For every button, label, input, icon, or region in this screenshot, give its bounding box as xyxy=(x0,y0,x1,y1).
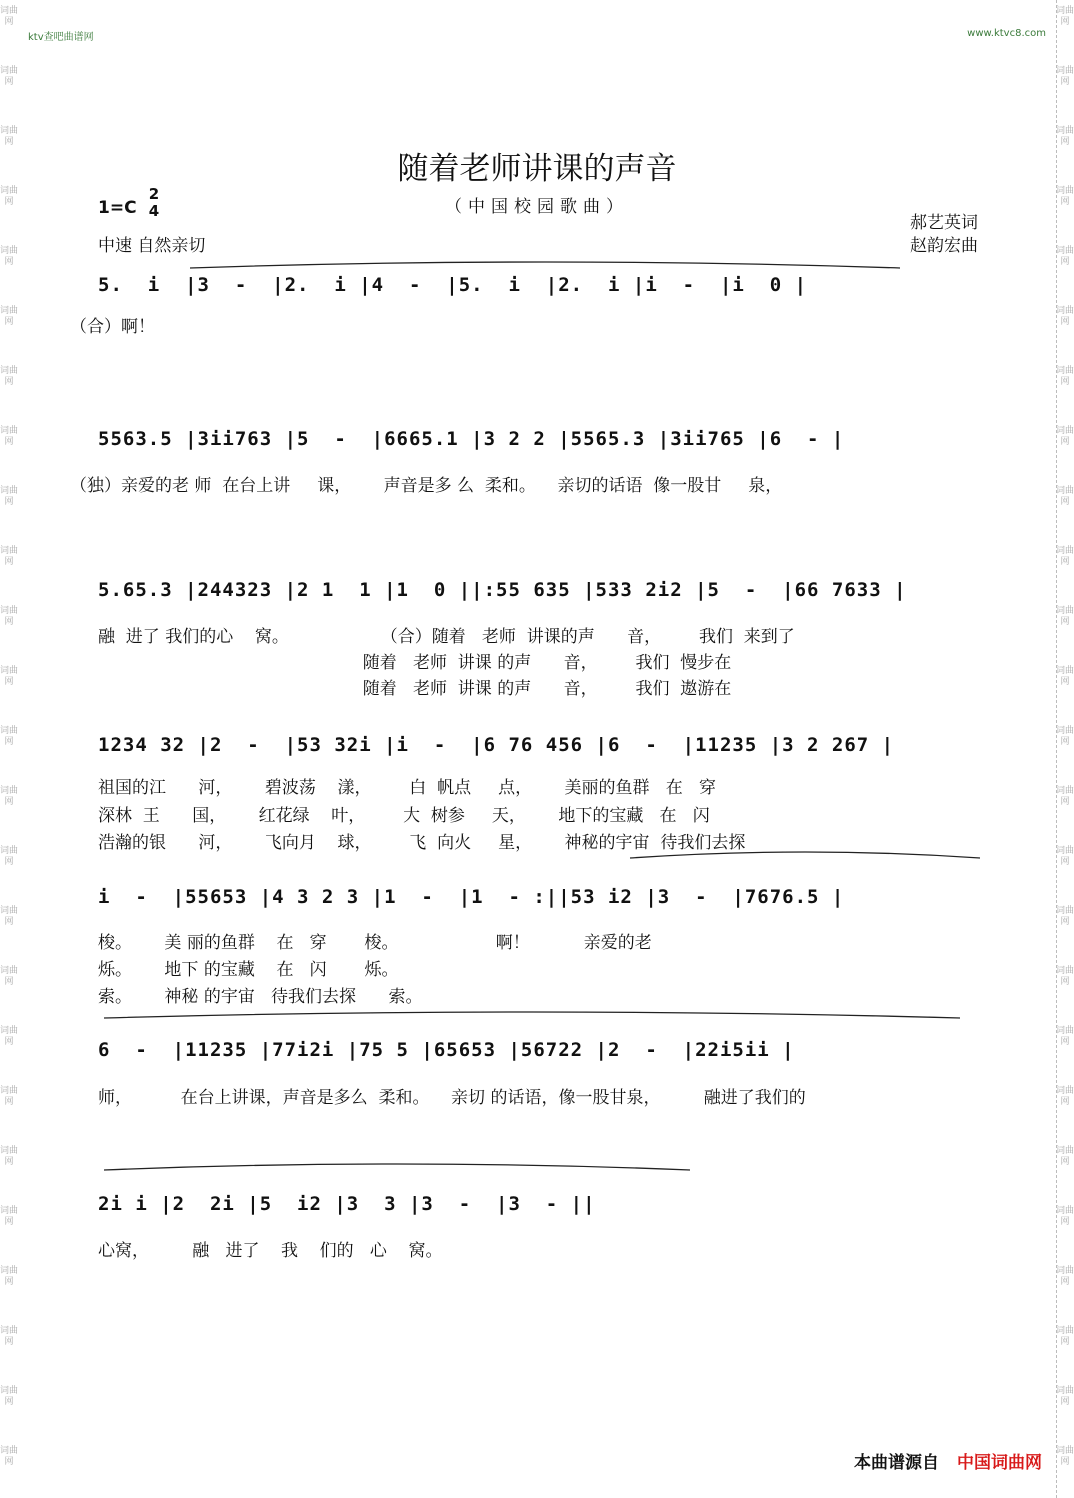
side-watermark-text: 词曲网 xyxy=(0,1146,18,1167)
lyric-line: 浩瀚的银 河， 飞向月 球， 飞 向火 星， 神秘的宇宙 待我们去探 xyxy=(98,833,746,853)
lyric-line: 烁。 地下 的宝藏 在 闪 烁。 xyxy=(98,960,399,980)
source-brand: 中国词曲网 xyxy=(957,1453,1042,1473)
lyric-line: 心窝， 融 进了 我 们的 心 窝。 xyxy=(98,1241,443,1261)
side-watermark-text: 词曲网 xyxy=(0,126,18,147)
side-watermark-text: 词曲网 xyxy=(0,546,18,567)
slur-line xyxy=(0,1004,1074,1034)
lyric-line: 师， 在台上讲课，声音是多么 柔和。 亲切 的话语，像一股甘泉， 融进了我们的 xyxy=(98,1088,806,1108)
side-watermark-text: 词曲网 xyxy=(0,1086,18,1107)
song-title: 随着老师讲课的声音 xyxy=(397,151,677,187)
side-watermark-text: 词曲网 xyxy=(0,666,18,687)
side-watermark-text: 词曲网 xyxy=(1056,1446,1074,1467)
slur-line xyxy=(0,844,1074,874)
notation-notes: 5. i |3 - |2. i |4 - |5. i |2. i |i - |i 0 | xyxy=(98,274,808,296)
side-watermark-text: 词曲网 xyxy=(1056,1386,1074,1407)
side-watermark-text: 词曲网 xyxy=(0,1266,18,1287)
side-watermark-text: 词曲网 xyxy=(1056,1146,1074,1167)
composer: 赵韵宏曲 xyxy=(910,236,978,256)
notation-line xyxy=(98,1187,978,1223)
lyric-line: 融 进了 我们的心 窝。 （合）随着 老师 讲课的声 音， 我们 来到了 xyxy=(98,627,795,647)
source-label: 本曲谱源自 xyxy=(854,1453,939,1473)
side-watermark-text: 词曲网 xyxy=(1056,906,1074,927)
notation-notes: i - |55653 |4 3 2 3 |1 - |1 - :||53 i2 |3 - |7676.5 | xyxy=(98,886,845,908)
side-watermark-text: 词曲网 xyxy=(0,846,18,867)
side-watermark-text: 词曲网 xyxy=(1056,126,1074,147)
notation-notes: 5.65.3 |244323 |2 1 1 |1 0 ||:55 635 |533 2i2 |5 - |66 7633 | xyxy=(98,579,907,601)
lyric-line: （独）亲爱的老 师 在台上讲 课， 声音是多 么 柔和。 亲切的话语 像一股甘 泉， xyxy=(70,476,783,496)
site-watermark-right: www.ktvc8.com xyxy=(967,28,1046,39)
side-watermark-text: 词曲网 xyxy=(1056,726,1074,747)
side-watermark-text: 词曲网 xyxy=(0,1026,18,1047)
notation-notes: 2i i |2 2i |5 i2 |3 3 |3 - |3 - || xyxy=(98,1193,596,1215)
side-watermark-text: 词曲网 xyxy=(0,306,18,327)
time-signature-top: 2 xyxy=(148,185,160,203)
slur-line xyxy=(0,254,1074,284)
side-watermark-text: 词曲网 xyxy=(1056,306,1074,327)
side-watermark-text: 词曲网 xyxy=(0,1326,18,1347)
key-text: 1=C xyxy=(98,198,137,218)
side-watermark-text: 词曲网 xyxy=(1056,246,1074,267)
source-footer xyxy=(854,1448,1042,1473)
side-watermark-text: 词曲网 xyxy=(1056,666,1074,687)
lyric-line: 祖国的江 河， 碧波荡 漾， 白 帆点 点， 美丽的鱼群 在 穿 xyxy=(98,778,716,798)
lyricist: 郝艺英词 xyxy=(910,213,978,233)
side-watermark-text: 词曲网 xyxy=(0,486,18,507)
lyric-line: 随着 老师 讲课 的声 音， 我们 遨游在 xyxy=(98,679,732,699)
side-watermark-text: 词曲网 xyxy=(1056,966,1074,987)
side-watermark-text: 词曲网 xyxy=(0,426,18,447)
notation-line xyxy=(98,1033,978,1069)
side-watermark-text: 词曲网 xyxy=(1056,546,1074,567)
notation-line xyxy=(98,728,978,764)
time-signature-bottom: 4 xyxy=(148,202,160,220)
slur-line xyxy=(0,1156,1074,1186)
side-watermark-text: 词曲网 xyxy=(0,1446,18,1467)
song-subtitle: （中国校园歌曲） xyxy=(445,197,629,217)
side-watermark-text: 词曲网 xyxy=(1056,846,1074,867)
side-watermark-text: 词曲网 xyxy=(0,786,18,807)
notation-notes: 6 - |11235 |77i2i |75 5 |65653 |56722 |2 - |22i5ii | xyxy=(98,1039,795,1061)
side-watermark-text: 词曲网 xyxy=(1056,1026,1074,1047)
side-watermark-text: 词曲网 xyxy=(1056,1266,1074,1287)
side-watermark-text: 词曲网 xyxy=(0,6,18,27)
side-watermark-text: 词曲网 xyxy=(0,246,18,267)
side-watermark-text: 词曲网 xyxy=(0,606,18,627)
side-watermark-text: 词曲网 xyxy=(0,186,18,207)
side-watermark-text: 词曲网 xyxy=(0,726,18,747)
notation-notes: 5563.5 |3ii763 |5 - |6665.1 |3 2 2 |5565.3 |3ii765 |6 - | xyxy=(98,428,845,450)
side-watermark-text: 词曲网 xyxy=(1056,786,1074,807)
lyric-line: （合）啊！ xyxy=(70,317,155,337)
tempo-marking: 中速 自然亲切 xyxy=(98,236,206,256)
site-watermark-left: ktv查吧曲谱网 xyxy=(28,32,94,43)
side-watermark-text: 词曲网 xyxy=(1056,1206,1074,1227)
key-signature xyxy=(98,198,137,218)
lyric-line: 梭。 美 丽的鱼群 在 穿 梭。 啊！ 亲爱的老 xyxy=(98,933,652,953)
side-watermark-text: 词曲网 xyxy=(0,1386,18,1407)
time-signature xyxy=(147,186,161,220)
lyric-line: 深林 王 国， 红花绿 叶， 大 树参 天， 地下的宝藏 在 闪 xyxy=(98,806,710,826)
lyric-line: 随着 老师 讲课 的声 音， 我们 慢步在 xyxy=(98,653,732,673)
side-watermark-text: 词曲网 xyxy=(1056,6,1074,27)
side-watermark-text: 词曲网 xyxy=(0,366,18,387)
side-watermark-text: 词曲网 xyxy=(0,1206,18,1227)
right-watermark-strip xyxy=(1056,0,1074,1498)
notation-line xyxy=(98,573,978,609)
side-watermark-text: 词曲网 xyxy=(1056,186,1074,207)
side-watermark-text: 词曲网 xyxy=(1056,606,1074,627)
side-watermark-text: 词曲网 xyxy=(1056,1086,1074,1107)
side-watermark-text: 词曲网 xyxy=(0,66,18,87)
left-watermark-strip xyxy=(0,0,18,1498)
side-watermark-text: 词曲网 xyxy=(1056,486,1074,507)
notation-line xyxy=(98,880,978,916)
side-watermark-text: 词曲网 xyxy=(0,966,18,987)
lyric-line: 索。 神秘 的宇宙 待我们去探 索。 xyxy=(98,987,423,1007)
side-watermark-text: 词曲网 xyxy=(1056,1326,1074,1347)
side-watermark-text: 词曲网 xyxy=(1056,366,1074,387)
side-watermark-text: 词曲网 xyxy=(1056,66,1074,87)
side-watermark-text: 词曲网 xyxy=(0,906,18,927)
notation-line xyxy=(98,422,978,458)
notation-notes: 1234 32 |2 - |53 32i |i - |6 76 456 |6 - |11235 |3 2 267 | xyxy=(98,734,895,756)
side-watermark-text: 词曲网 xyxy=(1056,426,1074,447)
